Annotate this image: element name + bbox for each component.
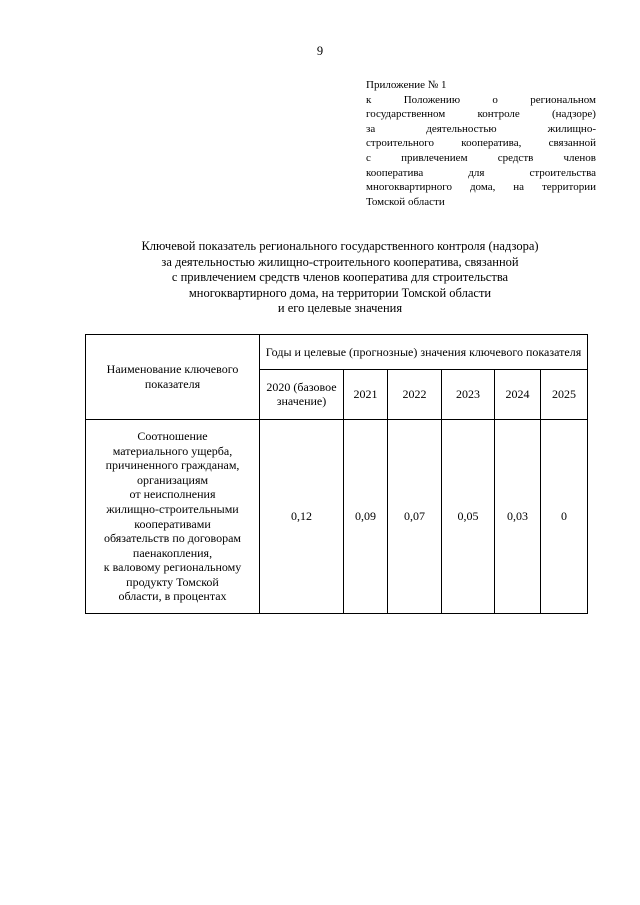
years-values-header: Годы и целевые (прогнозные) значения ключевого показателя [260, 335, 588, 370]
appendix-block [366, 78, 596, 209]
title-line: многоквартирного дома, на территории Томской области [188, 285, 492, 300]
appendix-word: строительного [366, 137, 435, 150]
appendix-word: территории [541, 181, 596, 194]
appendix-line [366, 107, 596, 122]
appendix-line [366, 136, 596, 151]
appendix-word: к [366, 93, 372, 106]
indicator-name-line: жилищно-строительными [106, 501, 239, 516]
appendix-word: дома, [469, 181, 496, 194]
appendix-word: для [468, 166, 485, 179]
document-title [80, 239, 600, 317]
title-line: и его целевые значения [277, 301, 403, 316]
appendix-word: средств [497, 151, 534, 164]
page-number: 9 [316, 44, 324, 58]
table-row [86, 420, 588, 614]
appendix-word: привлечением [401, 151, 468, 164]
title-line: Ключевой показатель регионального государственного контроля (надзора) [141, 239, 539, 253]
appendix-word: членов [563, 151, 596, 164]
year-header-2023: 2023 [442, 369, 495, 419]
indicator-name-line: обязательств по договорам [103, 531, 241, 546]
appendix-word: государственном [366, 108, 446, 121]
value-2020: 0,12 [260, 420, 344, 614]
title-line: с привлечением средств членов кооператива для строительства [171, 270, 509, 285]
indicator-name-cell [86, 420, 260, 614]
appendix-word: (надзоре) [551, 108, 596, 121]
year-header-2021: 2021 [344, 369, 388, 419]
appendix-word: региональном [530, 93, 596, 106]
title-line: за деятельностью жилищно-строительного кооператива, связанной [161, 254, 519, 269]
indicator-name-line: организациям [136, 472, 209, 487]
indicator-name-line: области, в процентах [118, 589, 227, 604]
appendix-word: Положению [403, 93, 461, 106]
indicator-name-line: к валовому региональному [103, 560, 242, 575]
value-2021: 0,09 [344, 420, 388, 614]
indicator-name-line: продукту Томской [126, 574, 219, 589]
year-header-2024: 2024 [495, 369, 541, 419]
appendix-line [366, 151, 596, 166]
value-2024: 0,03 [495, 420, 541, 614]
indicator-name-line: кооперативами [134, 516, 211, 531]
indicator-name-line: паенакопления, [132, 545, 213, 560]
appendix-heading: Приложение № 1 [366, 79, 447, 91]
appendix-word: жилищно- [547, 122, 596, 135]
indicator-name-line: от неисполнения [129, 487, 216, 502]
value-2022: 0,07 [388, 420, 442, 614]
year-header-2020: 2020 (базовое значение) [260, 369, 344, 419]
indicator-name-header: Наименование ключевого показателя [86, 335, 260, 420]
appendix-word: многоквартирного [366, 181, 453, 194]
appendix-text [366, 93, 596, 195]
indicator-name-line: материального ущерба, [112, 443, 233, 458]
appendix-word: контроле [477, 108, 520, 121]
appendix-word: за [366, 122, 376, 135]
appendix-word: строительства [529, 166, 596, 179]
appendix-word: кооператива, [461, 137, 522, 150]
value-2023: 0,05 [442, 420, 495, 614]
year-header-2022: 2022 [388, 369, 442, 419]
indicator-name-line: причиненного гражданам, [105, 458, 240, 473]
kpi-table [85, 334, 588, 614]
indicator-name-line: Соотношение [137, 428, 208, 443]
year-header-2025: 2025 [541, 369, 588, 419]
appendix-line [366, 93, 596, 108]
appendix-word: деятельностью [426, 122, 497, 135]
appendix-line [366, 122, 596, 137]
appendix-word: с [366, 151, 371, 164]
appendix-word: о [492, 93, 498, 106]
appendix-last-line: Томской области [366, 195, 445, 208]
appendix-word: связанной [548, 137, 596, 150]
appendix-line [366, 180, 596, 195]
appendix-line [366, 166, 596, 181]
appendix-word: на [513, 181, 525, 194]
value-2025: 0 [541, 420, 588, 614]
appendix-word: кооператива [366, 166, 424, 179]
